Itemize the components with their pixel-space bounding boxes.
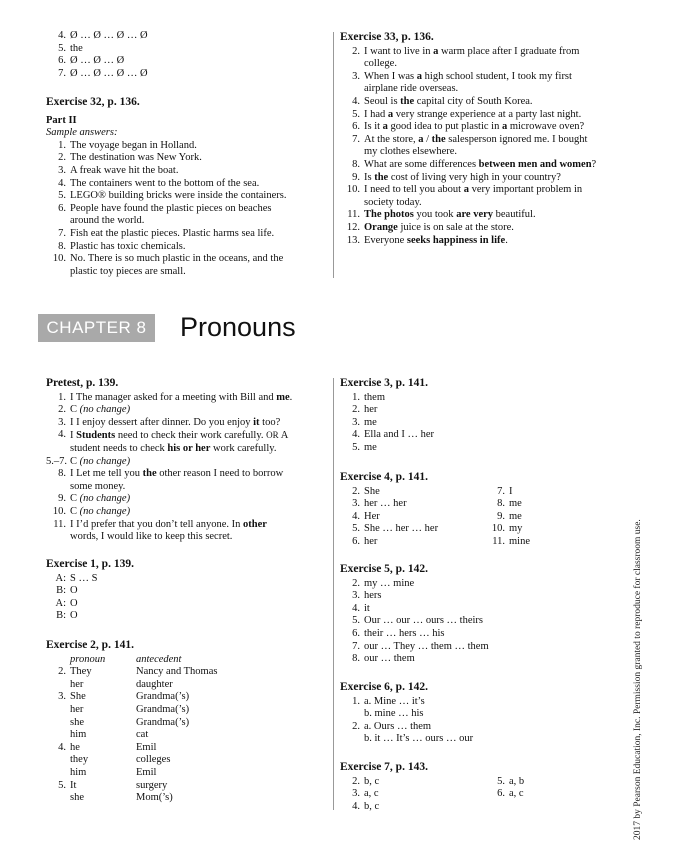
item-number: 4. [58, 741, 66, 753]
item-number: 7. [352, 133, 360, 145]
antecedent-cell: Mom(’s) [136, 792, 173, 804]
table-row [46, 767, 326, 780]
item-text: Our … our … ours … theirs [364, 615, 483, 627]
list-row [340, 486, 620, 499]
list-item [340, 96, 620, 109]
item-number: 9. [352, 171, 360, 183]
exercise-1 [46, 558, 326, 623]
exercise-title: Exercise 3, p. 141. [340, 377, 428, 389]
item-text: her [364, 535, 378, 547]
list-item [46, 493, 331, 506]
antecedent-cell: colleges [136, 754, 171, 766]
exercise-title: Exercise 1, p. 139. [46, 558, 134, 570]
item-number: 4. [58, 429, 66, 441]
list-item [340, 615, 620, 628]
exercise-33 [340, 31, 620, 247]
list-item [340, 696, 620, 709]
item-text: A freak wave hit the boat. [70, 164, 179, 176]
pronoun-cell: she [70, 716, 84, 728]
pretest [46, 377, 331, 544]
list-item [340, 71, 620, 96]
list-row [340, 523, 620, 536]
item-text: C (no change) [70, 404, 131, 416]
item-text: I The manager asked for a meeting with Bill and me. [70, 391, 293, 403]
antecedent-cell: daughter [136, 678, 173, 690]
item-text: People have found the plastic pieces on beaches [70, 202, 272, 214]
exercise-6 [340, 681, 620, 746]
item-text: What are some differences between men and women? [364, 158, 597, 170]
item-number: 6. [352, 121, 360, 133]
item-text: the [70, 42, 83, 54]
item-text: our … them [364, 653, 415, 665]
item-number: 4. [58, 30, 66, 41]
item-text: Ø … Ø … Ø … Ø [70, 30, 148, 41]
item-text: Is it a good idea to put plastic in a microwave oven? [364, 121, 585, 133]
item-number: A: [55, 572, 66, 584]
item-text: I want to live in a warm place after I graduate from [364, 45, 580, 57]
item-number: 2. [352, 775, 360, 787]
item-text: She [364, 485, 380, 497]
list-item [46, 456, 331, 469]
item-text: Ø … Ø … Ø … Ø [70, 67, 148, 79]
antecedent-cell: surgery [136, 779, 168, 791]
item-number: 6. [58, 55, 66, 67]
list-item [340, 708, 620, 721]
item-number: 4. [352, 800, 360, 812]
item-number: B: [56, 610, 66, 622]
item-number: 11. [53, 518, 66, 530]
item-number: 4. [58, 177, 66, 189]
list-item [485, 511, 522, 524]
item-number: 2. [352, 577, 360, 589]
list-item [340, 134, 620, 159]
list-item [340, 486, 380, 499]
item-number: 7. [58, 227, 66, 239]
item-text: The containers went to the bottom of the sea. [70, 177, 260, 189]
item-number: 8. [58, 240, 66, 252]
item-number: B: [56, 585, 66, 597]
item-text: a, c [509, 788, 524, 800]
item-number: 3. [352, 70, 360, 82]
item-text: I I’d prefer that you don’t tell anyone. In other [70, 518, 267, 530]
item-text-continued: some money. [70, 480, 126, 492]
exercise-3 [340, 377, 620, 455]
list-item [340, 733, 620, 746]
list-row [340, 511, 620, 524]
item-number: 3. [352, 590, 360, 602]
item-number: 5. [352, 523, 360, 535]
item-text: a, b [509, 775, 525, 787]
item-number: 5. [352, 441, 360, 453]
item-number: 8. [497, 498, 505, 510]
copyright-sidebar [632, 500, 646, 840]
item-text: Seoul is the capital city of South Korea. [364, 95, 533, 107]
item-text: Ella and I … her [364, 429, 434, 441]
item-text: The destination was New York. [70, 152, 202, 164]
chapter-title: Pronouns [180, 312, 296, 342]
item-text-continued: plastic toy pieces are small. [70, 265, 186, 277]
list-item [46, 573, 326, 586]
list-item [46, 55, 326, 68]
item-text: Is the cost of living very high in your country? [364, 171, 561, 183]
list-item [340, 429, 620, 442]
item-number: 1. [352, 695, 360, 707]
list-item [340, 417, 620, 430]
item-text: C (no change) [70, 505, 131, 517]
item-number: 7. [352, 640, 360, 652]
item-text: S … S [70, 572, 98, 584]
antecedent-cell: Grandma(’s) [136, 703, 190, 715]
table-row [46, 780, 326, 793]
list-item [46, 392, 331, 405]
item-number: 10. [491, 523, 505, 535]
item-text: Fish eat the plastic pieces. Plastic harms sea life. [70, 227, 275, 239]
list-item [340, 159, 620, 172]
item-text-continued: college. [364, 58, 397, 70]
item-number: 8. [352, 653, 360, 665]
list-item [340, 590, 620, 603]
exercise-5 [340, 563, 620, 666]
exercise-4 [340, 471, 620, 549]
pronoun-cell: her [70, 703, 84, 715]
list-row [340, 801, 620, 814]
list-item [340, 498, 407, 511]
list-item [46, 404, 331, 417]
copyright-text: 2017 by Pearson Education, Inc. Permission granted to reproduce for classroom use. [633, 519, 643, 840]
exercise-title: Exercise 2, p. 141. [46, 639, 134, 651]
list-row [340, 776, 620, 789]
item-text-continued: society today. [364, 196, 422, 208]
item-text: The photos you took are very beautiful. [364, 209, 536, 221]
chapter-badge: CHAPTER 8 [38, 314, 155, 342]
item-text: a. Ours … them [364, 720, 432, 732]
list-item [340, 109, 620, 122]
table-row [46, 729, 326, 742]
item-text: me [364, 441, 377, 453]
item-number: 4. [352, 95, 360, 107]
list-row [340, 788, 620, 801]
item-text: I need to tell you about a very important problem in [364, 184, 583, 196]
item-text: I Let me tell you the other reason I need to borrow [70, 468, 284, 480]
list-item [340, 46, 620, 71]
list-item [485, 523, 522, 536]
exercise-title: Exercise 7, p. 143. [340, 761, 428, 773]
item-number: 5. [497, 775, 505, 787]
list-item [340, 603, 620, 616]
list-row [340, 498, 620, 511]
exercise-2 [46, 639, 326, 805]
table-row [46, 704, 326, 717]
table-row [46, 679, 326, 692]
exercise-32 [46, 96, 326, 278]
item-number: 6. [352, 535, 360, 547]
item-text: a, c [364, 788, 379, 800]
item-number: A: [55, 597, 66, 609]
sample-label: Sample answers: [46, 127, 118, 139]
list-item [485, 536, 530, 549]
table-row [46, 717, 326, 730]
list-item [340, 641, 620, 654]
item-number: 12. [346, 221, 360, 233]
item-number: 10. [52, 505, 66, 517]
item-text: At the store, a / the salesperson ignored me. I bought [364, 133, 588, 145]
list-item [340, 222, 620, 235]
item-text: O [70, 585, 78, 597]
item-number: 7. [58, 67, 66, 79]
exercise-title: Exercise 6, p. 142. [340, 681, 428, 693]
item-number: 8. [58, 468, 66, 480]
item-number: 2. [58, 666, 66, 678]
item-number: 4. [352, 510, 360, 522]
list-item [46, 190, 326, 203]
item-text: I Students need to check their work carefully. OR A [70, 430, 289, 442]
list-item [340, 721, 620, 734]
table-header [46, 654, 326, 667]
item-text: No. There is so much plastic in the oceans, and the [70, 253, 284, 265]
list-item [340, 628, 620, 641]
list-item [485, 776, 524, 789]
item-number: 2. [58, 404, 66, 416]
exercise-title: Exercise 4, p. 141. [340, 471, 428, 483]
item-number: 3. [352, 416, 360, 428]
item-text: our … They … them … them [364, 640, 489, 652]
table-row [46, 754, 326, 767]
item-number: 3. [58, 164, 66, 176]
list-item [340, 184, 620, 209]
item-text: hers [364, 590, 382, 602]
list-item [340, 788, 379, 801]
item-text: me [364, 416, 377, 428]
item-number: 6. [352, 627, 360, 639]
list-item [46, 506, 331, 519]
item-text-continued: my clothes elsewhere. [364, 146, 458, 158]
exercise-title: Exercise 32, p. 136. [46, 96, 140, 108]
list-item [46, 468, 331, 493]
item-number: 11. [492, 535, 505, 547]
item-number: 2. [352, 720, 360, 732]
item-text: b. it … It’s … ours … our [364, 733, 474, 745]
item-text: LEGO® building bricks were inside the containers. [70, 190, 287, 202]
pronoun-cell: she [70, 792, 84, 804]
item-number: 2. [352, 404, 360, 416]
list-item [340, 209, 620, 222]
list-item [485, 486, 513, 499]
item-number: 5.–7. [46, 455, 67, 467]
list-item [485, 498, 522, 511]
list-item [340, 404, 620, 417]
pronoun-cell: he [70, 741, 80, 753]
list-item [485, 788, 524, 801]
list-item [340, 653, 620, 666]
list-item [46, 610, 326, 623]
item-number: 5. [352, 108, 360, 120]
antecedent-cell: Emil [136, 741, 157, 753]
item-number: 2. [58, 152, 66, 164]
item-number: 5. [58, 779, 66, 791]
item-text-continued: words, I would like to keep this secret. [70, 531, 233, 543]
antecedent-cell: Emil [136, 766, 157, 778]
item-text: b, c [364, 775, 380, 787]
pronoun-header: pronoun [70, 653, 106, 665]
item-text: a. Mine … it’s [364, 695, 425, 707]
item-text: C (no change) [70, 455, 131, 467]
item-text: b, c [364, 800, 380, 812]
ex31-tail [46, 30, 326, 80]
item-number: 13. [346, 234, 360, 246]
item-text-continued: student needs to check his or her work carefully. [70, 442, 277, 454]
item-text: O [70, 610, 78, 622]
item-number: 3. [58, 691, 66, 703]
item-text: her [364, 404, 378, 416]
table-row [46, 666, 326, 679]
list-item [340, 523, 438, 536]
item-text: Plastic has toxic chemicals. [70, 240, 186, 252]
pronoun-cell: they [70, 754, 89, 766]
antecedent-cell: Grandma(’s) [136, 691, 190, 703]
list-item [46, 228, 326, 241]
antecedent-cell: Nancy and Thomas [136, 666, 218, 678]
item-text: mine [509, 535, 530, 547]
list-item [46, 417, 331, 430]
list-item [340, 536, 377, 549]
item-number: 10. [346, 184, 360, 196]
list-item [340, 511, 380, 524]
item-number: 2. [352, 45, 360, 57]
list-item [46, 429, 331, 455]
list-item [46, 519, 331, 544]
item-number: 3. [58, 416, 66, 428]
item-text: their … hers … his [364, 627, 445, 639]
list-item [46, 43, 326, 56]
item-text: my … mine [364, 577, 415, 589]
item-number: 4. [352, 602, 360, 614]
item-text: I had a very strange experience at a party last night. [364, 108, 582, 120]
item-text: Ø … Ø … Ø [70, 55, 125, 67]
item-text: me [509, 498, 522, 510]
item-text: Orange juice is on sale at the store. [364, 221, 514, 233]
antecedent-cell: cat [136, 729, 149, 741]
item-number: 6. [497, 788, 505, 800]
item-text: it [364, 602, 370, 614]
list-item [46, 241, 326, 254]
pronoun-cell: him [70, 729, 87, 741]
item-text: Everyone seeks happiness in life. [364, 234, 508, 246]
list-item [46, 68, 326, 81]
table-row [46, 742, 326, 755]
item-number: 8. [352, 158, 360, 170]
item-text: The voyage began in Holland. [70, 139, 197, 151]
list-item [46, 165, 326, 178]
item-text: She … her … her [364, 523, 439, 535]
list-item [340, 442, 620, 455]
list-item [46, 178, 326, 191]
pronoun-cell: him [70, 766, 87, 778]
item-text: When I was a high school student, I took my first [364, 70, 572, 82]
item-number: 3. [352, 788, 360, 800]
item-number: 11. [347, 209, 360, 221]
list-item [340, 235, 620, 248]
item-number: 5. [58, 42, 66, 54]
item-number: 3. [352, 498, 360, 510]
item-text-continued: airplane ride overseas. [364, 83, 459, 95]
item-text: her … her [364, 498, 407, 510]
item-text: I I enjoy dessert after dinner. Do you enjoy it too? [70, 416, 281, 428]
item-number: 9. [58, 493, 66, 505]
item-text: Her [364, 510, 380, 522]
item-number: 6. [58, 202, 66, 214]
pronoun-cell: her [70, 678, 84, 690]
list-item [340, 121, 620, 134]
item-number: 5. [352, 615, 360, 627]
item-number: 4. [352, 429, 360, 441]
item-text: my [509, 523, 523, 535]
list-row [340, 536, 620, 549]
table-row [46, 691, 326, 704]
antecedent-header: antecedent [136, 653, 182, 665]
pronoun-cell: She [70, 691, 86, 703]
item-number: 10. [52, 253, 66, 265]
item-text-continued: around the world. [70, 215, 145, 227]
item-number: 1. [352, 391, 360, 403]
item-text: them [364, 391, 385, 403]
list-item [46, 203, 326, 228]
table-row [46, 792, 326, 805]
column-divider [333, 378, 334, 810]
pronoun-cell: It [70, 779, 77, 791]
exercise-title: Exercise 5, p. 142. [340, 563, 428, 575]
item-number: 1. [58, 139, 66, 151]
list-item [46, 140, 326, 153]
exercise-title: Pretest, p. 139. [46, 377, 119, 389]
item-text: b. mine … his [364, 708, 424, 720]
item-text: O [70, 597, 78, 609]
list-item [46, 152, 326, 165]
list-item [340, 578, 620, 591]
list-item [340, 392, 620, 405]
item-text: I [509, 485, 513, 497]
column-divider [333, 32, 334, 278]
list-item [340, 172, 620, 185]
item-number: 2. [352, 485, 360, 497]
exercise-7 [340, 761, 620, 813]
list-item [46, 30, 326, 43]
list-item [46, 253, 326, 278]
item-number: 9. [497, 510, 505, 522]
list-item [46, 585, 326, 598]
item-number: 7. [497, 485, 505, 497]
item-number: 1. [58, 391, 66, 403]
item-number: 5. [58, 190, 66, 202]
list-item [46, 598, 326, 611]
part-label: Part II [46, 114, 77, 126]
pronoun-cell: They [70, 666, 92, 678]
list-item [340, 776, 379, 789]
item-text: me [509, 510, 522, 522]
list-item [340, 801, 379, 814]
antecedent-cell: Grandma(’s) [136, 716, 190, 728]
exercise-title: Exercise 33, p. 136. [340, 31, 434, 43]
item-text: C (no change) [70, 493, 131, 505]
